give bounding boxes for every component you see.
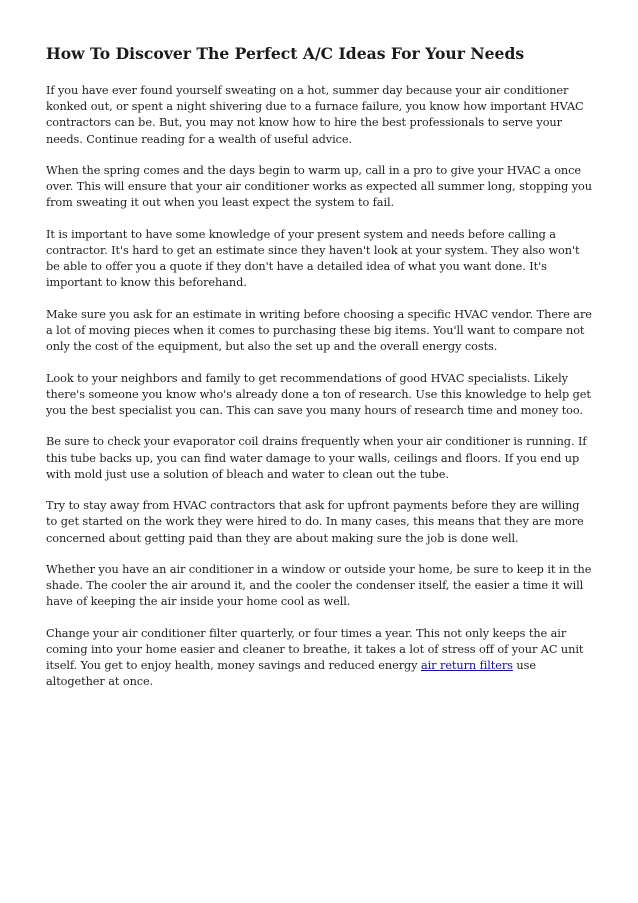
paragraph-3: It is important to have some knowledge of your present system and needs before calling a contractor. It's hard to get an estimate since they haven't look at your system. They also won't be able to offer you a quote if they don't have a detailed idea of what you want done. It's important to know this beforehand. xyxy=(46,227,580,290)
air-return-filters-link[interactable]: air return filters xyxy=(420,659,513,673)
paragraph-9 xyxy=(46,626,594,691)
paragraph-8: Whether you have an air conditioner in a window or outside your home, be sure to keep it in the shade. The cooler the air around it, and the cooler the condenser itself, the easier a time it will have of keeping the air inside your home cool as well. xyxy=(46,562,592,609)
paragraph-1: If you have ever found yourself sweating on a hot, summer day because your air conditioner konked out, or spent a night shivering due to a furnace failure, you know how important HVAC contractors can be. But, you may not know how to hire the best professionals to serve your needs. Continue reading for a wealth of useful advice. xyxy=(46,84,584,146)
paragraph-5: Look to your neighbors and family to get recommendations of good HVAC specialists. Likely there's someone you know who's already done a ton of research. Use this knowledge to help get you the best specialist you can. This can save you many hours of research time and money too. xyxy=(46,371,591,417)
paragraph-9-text-after-link: use altogether at once. xyxy=(46,659,536,689)
paragraph-6: Be sure to check your evaporator coil drains frequently when your air conditioner is running. If this tube backs up, you can find water damage to your walls, ceilings and floors. If you end up with mold just use a solution of bleach and water to clean out the tube. xyxy=(46,435,587,481)
document-page xyxy=(46,44,594,706)
paragraph-2: When the spring comes and the days begin to warm up, call in a pro to give your HVAC a once over. This will ensure that your air conditioner works as expected all summer long, stopping you from sweating it out when you least expect the system to fail. xyxy=(46,164,592,210)
paragraph-7: Try to stay away from HVAC contractors that ask for upfront payments before they are willing to get started on the work they were hired to do. In many cases, this means that they are more concerned about getting paid than they are about making sure the job is done well. xyxy=(46,499,584,545)
paragraph-9-text-before-link: Change your air conditioner filter quarterly, or four times a year. This not only keeps the air coming into your home easier and cleaner to breathe, it takes a lot of stress off of your AC unit itself. You get to enjoy health, money savings and reduced energy xyxy=(46,626,584,673)
paragraph-4: Make sure you ask for an estimate in writing before choosing a specific HVAC vendor. There are a lot of moving pieces when it comes to purchasing these big items. You'll want to compare not only the cost of the equipment, but also the set up and the overall energy costs. xyxy=(46,307,592,354)
page-title: How To Discover The Perfect A/C Ideas For Your Needs xyxy=(46,44,525,63)
